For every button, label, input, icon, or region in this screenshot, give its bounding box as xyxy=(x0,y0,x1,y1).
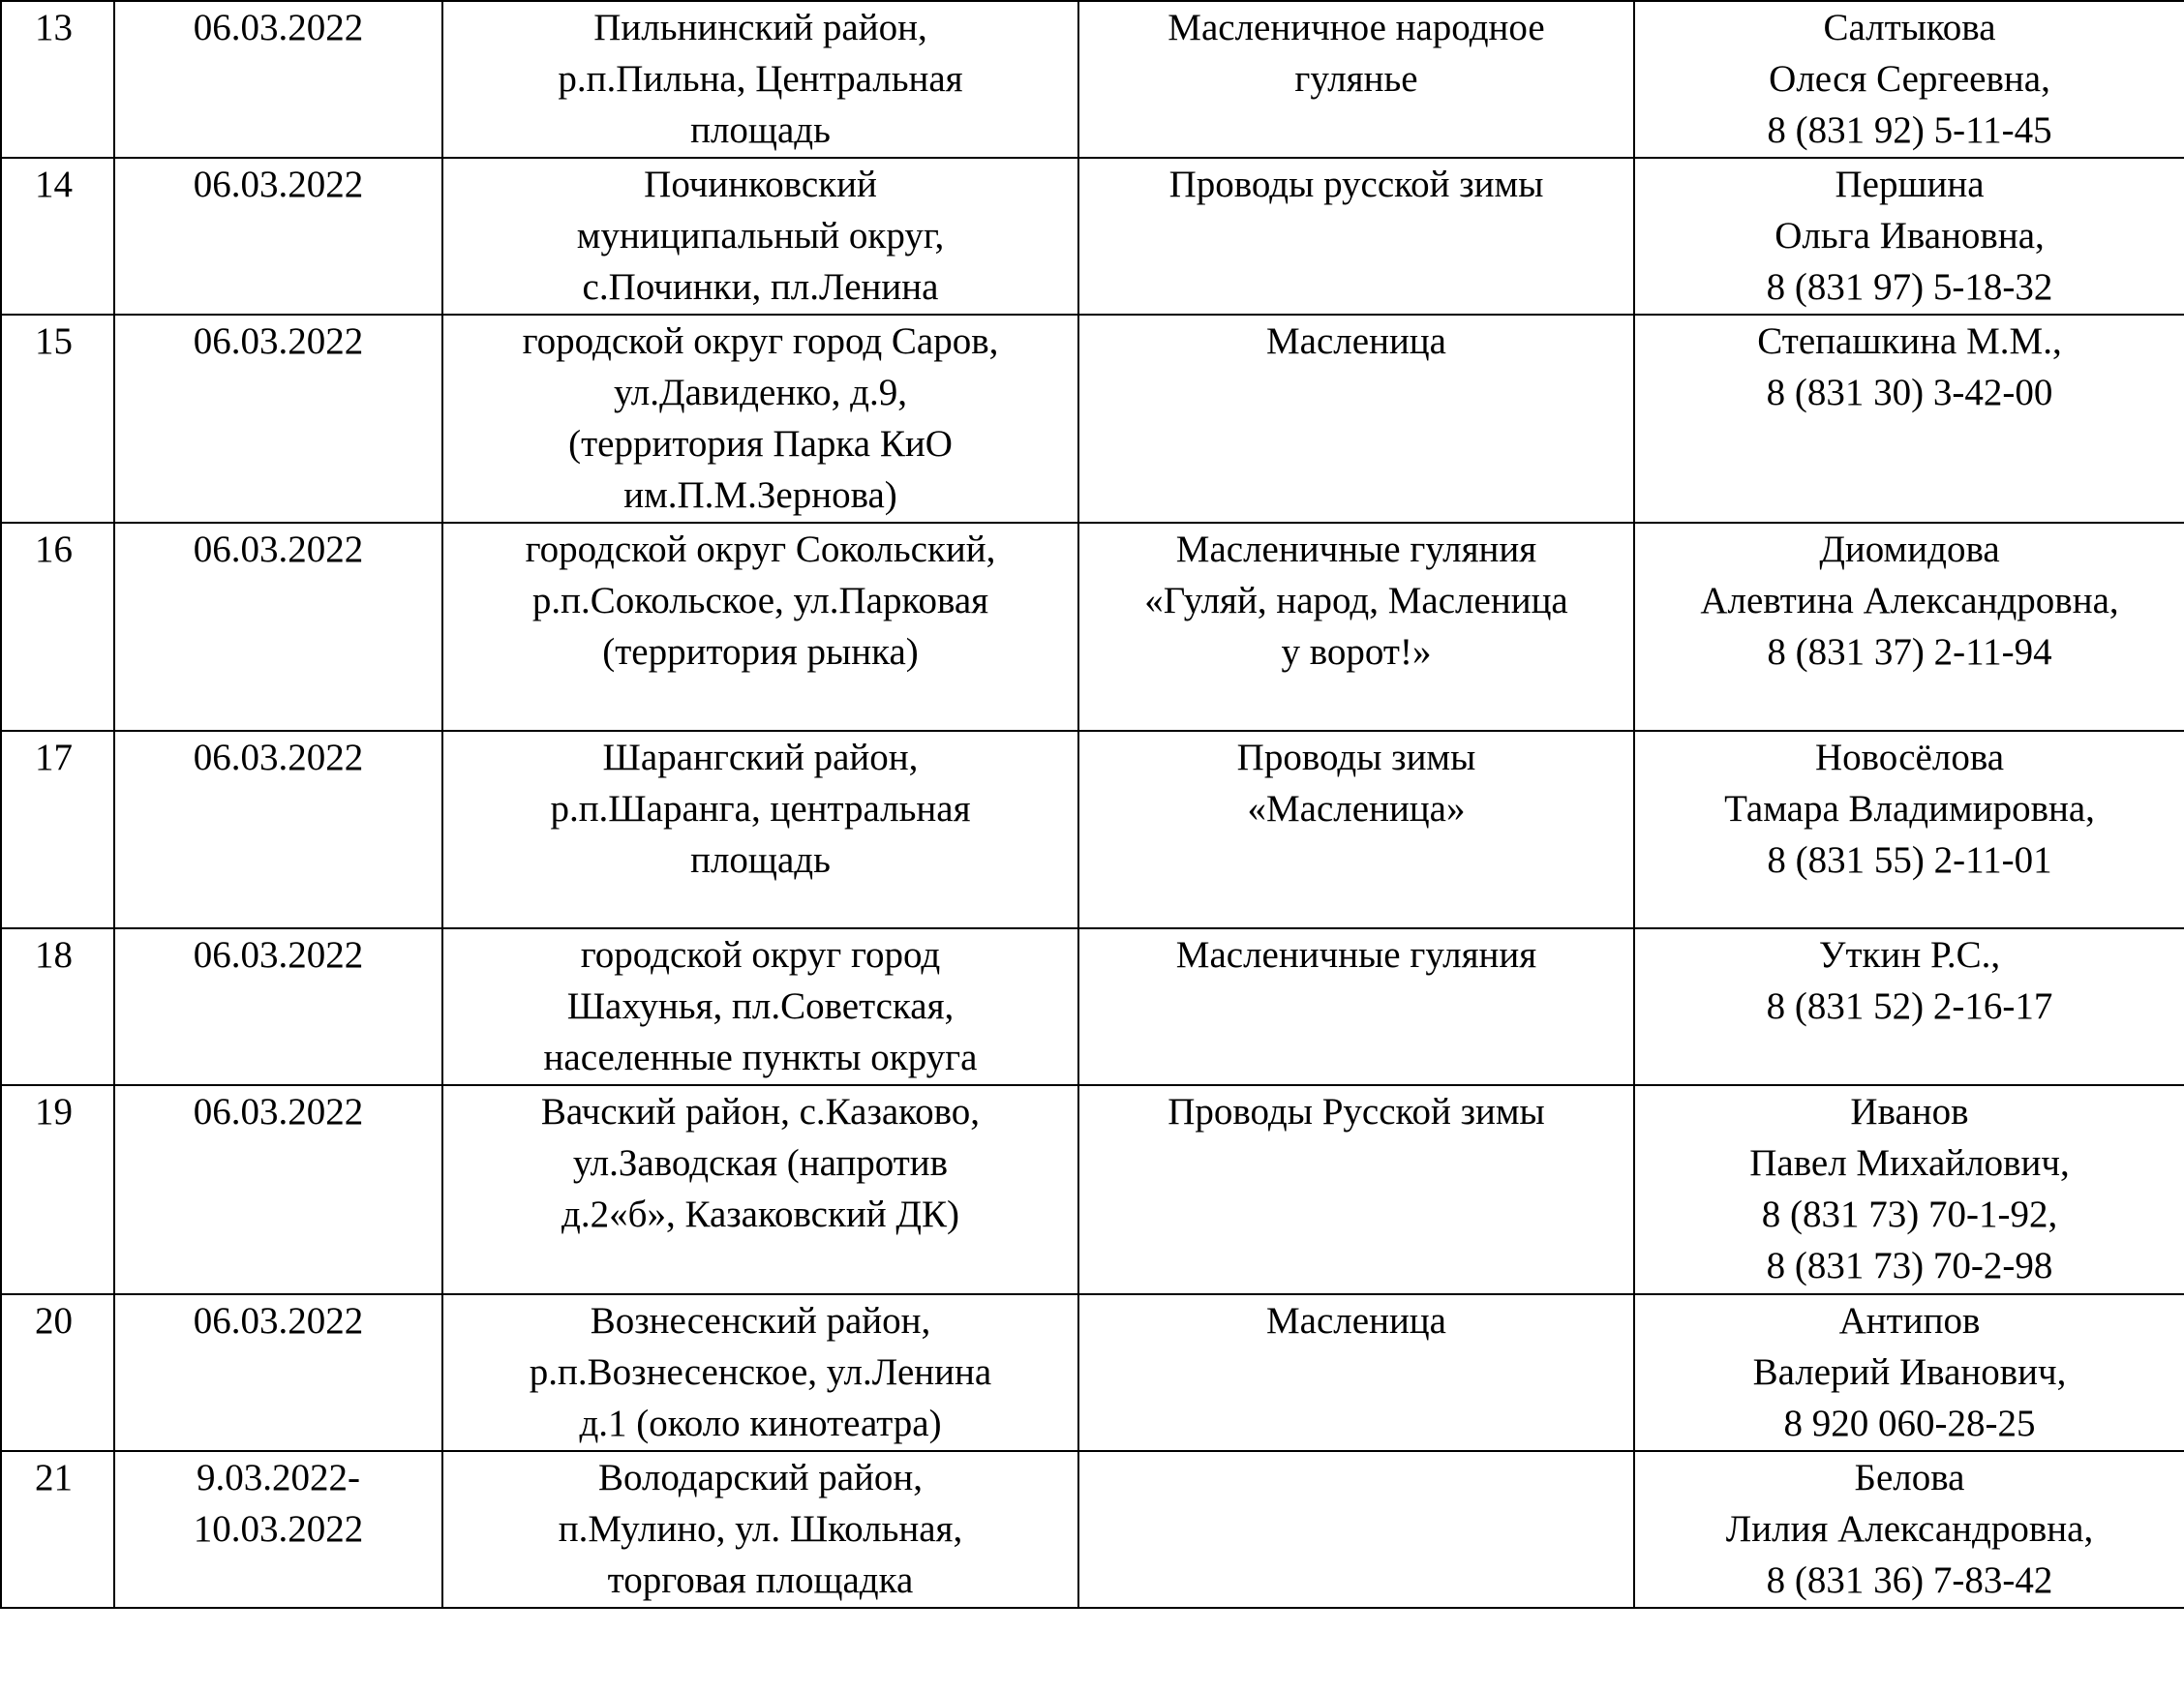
row-number: 18 xyxy=(1,928,114,1085)
event-name xyxy=(1078,1451,1634,1608)
table-row xyxy=(1,1451,2184,1608)
event-place: Шарангский район, р.п.Шаранга, центральная площадь xyxy=(442,731,1078,928)
table-row xyxy=(1,1294,2184,1451)
event-place: Вознесенский район, р.п.Вознесенское, ул.Ленина д.1 (около кинотеатра) xyxy=(442,1294,1078,1451)
row-number: 20 xyxy=(1,1294,114,1451)
event-date: 06.03.2022 xyxy=(114,731,442,928)
table-row xyxy=(1,1,2184,158)
row-number: 21 xyxy=(1,1451,114,1608)
event-date: 06.03.2022 xyxy=(114,523,442,731)
event-date: 06.03.2022 xyxy=(114,1294,442,1451)
event-name: Масленичное народное гулянье xyxy=(1078,1,1634,158)
event-date: 9.03.2022- 10.03.2022 xyxy=(114,1451,442,1608)
table-row xyxy=(1,158,2184,315)
event-place: Починковский муниципальный округ, с.Починки, пл.Ленина xyxy=(442,158,1078,315)
event-name: Проводы русской зимы xyxy=(1078,158,1634,315)
event-contact: Белова Лилия Александровна, 8 (831 36) 7-83-42 xyxy=(1634,1451,2184,1608)
event-contact: Новосёлова Тамара Владимировна, 8 (831 55) 2-11-01 xyxy=(1634,731,2184,928)
event-date: 06.03.2022 xyxy=(114,158,442,315)
events-table-body xyxy=(1,1,2184,1608)
row-number: 17 xyxy=(1,731,114,928)
row-number: 13 xyxy=(1,1,114,158)
event-name: Масленичные гуляния xyxy=(1078,928,1634,1085)
event-place: Пильнинский район, р.п.Пильна, Центральная площадь xyxy=(442,1,1078,158)
event-date: 06.03.2022 xyxy=(114,315,442,523)
event-place: Вачский район, с.Казаково, ул.Заводская (напротив д.2«б», Казаковский ДК) xyxy=(442,1085,1078,1294)
event-contact: Диомидова Алевтина Александровна, 8 (831 37) 2-11-94 xyxy=(1634,523,2184,731)
event-contact: Антипов Валерий Иванович, 8 920 060-28-25 xyxy=(1634,1294,2184,1451)
row-number: 15 xyxy=(1,315,114,523)
event-contact: Степашкина М.М., 8 (831 30) 3-42-00 xyxy=(1634,315,2184,523)
row-number: 19 xyxy=(1,1085,114,1294)
event-contact: Уткин Р.С., 8 (831 52) 2-16-17 xyxy=(1634,928,2184,1085)
table-row xyxy=(1,928,2184,1085)
event-place: городской округ город Саров, ул.Давиденко, д.9, (территория Парка КиО им.П.М.Зернова) xyxy=(442,315,1078,523)
event-name: Масленица xyxy=(1078,1294,1634,1451)
row-number: 14 xyxy=(1,158,114,315)
event-name: Проводы Русской зимы xyxy=(1078,1085,1634,1294)
event-name: Проводы зимы «Масленица» xyxy=(1078,731,1634,928)
table-row xyxy=(1,731,2184,928)
event-date: 06.03.2022 xyxy=(114,1085,442,1294)
event-place: городской округ город Шахунья, пл.Советская, населенные пункты округа xyxy=(442,928,1078,1085)
event-place: городской округ Сокольский, р.п.Сокольское, ул.Парковая (территория рынка) xyxy=(442,523,1078,731)
event-name: Масленичные гуляния «Гуляй, народ, Масленица у ворот!» xyxy=(1078,523,1634,731)
row-number: 16 xyxy=(1,523,114,731)
table-row xyxy=(1,523,2184,731)
event-date: 06.03.2022 xyxy=(114,1,442,158)
table-row xyxy=(1,1085,2184,1294)
event-name: Масленица xyxy=(1078,315,1634,523)
event-contact: Першина Ольга Ивановна, 8 (831 97) 5-18-32 xyxy=(1634,158,2184,315)
event-contact: Салтыкова Олеся Сергеевна, 8 (831 92) 5-11-45 xyxy=(1634,1,2184,158)
table-row xyxy=(1,315,2184,523)
event-place: Володарский район, п.Мулино, ул. Школьная, торговая площадка xyxy=(442,1451,1078,1608)
event-contact: Иванов Павел Михайлович, 8 (831 73) 70-1-92, 8 (831 73) 70-2-98 xyxy=(1634,1085,2184,1294)
event-date: 06.03.2022 xyxy=(114,928,442,1085)
